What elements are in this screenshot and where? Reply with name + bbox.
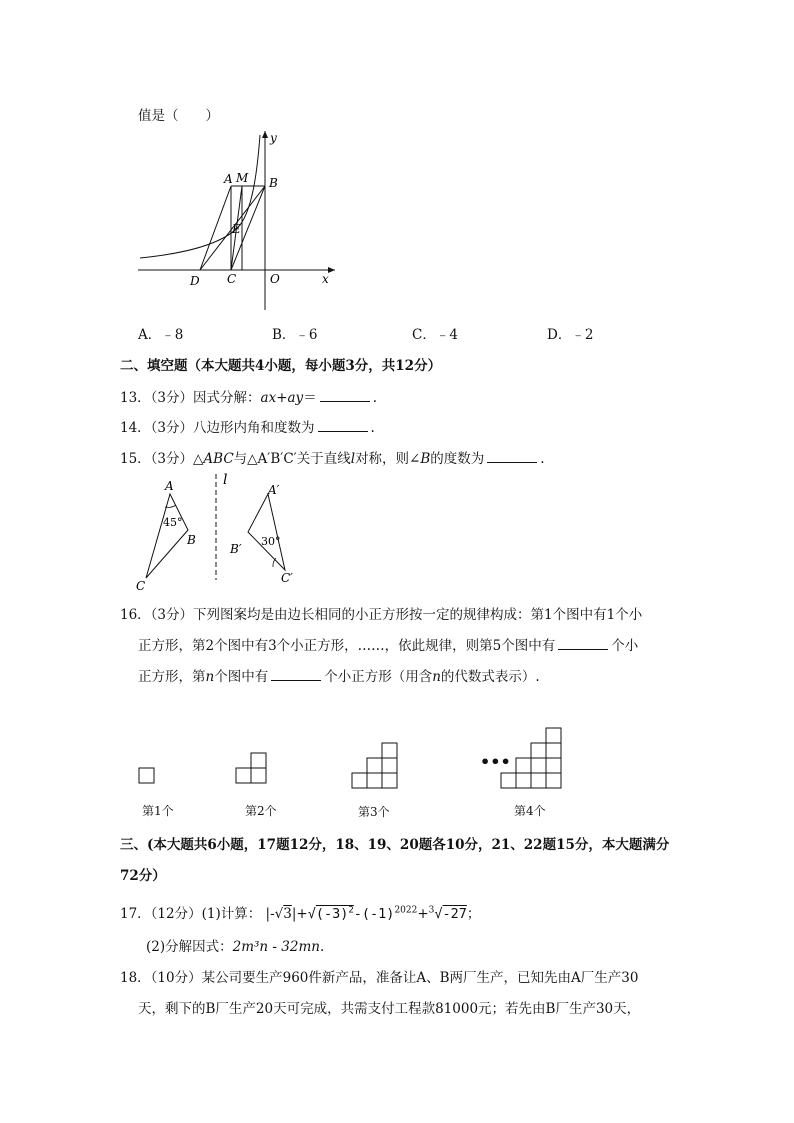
q15-figure — [130, 470, 310, 600]
q16-line3-a: 正方形，第 — [138, 669, 206, 685]
fig15-angle1: 45° — [163, 516, 183, 529]
fig15-B: B — [187, 533, 196, 547]
option-d: D．﹣2 — [547, 327, 594, 343]
q17-line2 — [146, 935, 324, 955]
q16-line3-c: 个小正方形（用含 — [324, 669, 433, 685]
q17-p2end: . — [319, 939, 325, 955]
q17-idx: 3 — [428, 905, 435, 916]
q16-patterns — [130, 720, 650, 800]
fig12-D: D — [190, 274, 200, 288]
q13-suffix: ＝ — [303, 390, 317, 406]
q15-l: l — [350, 451, 356, 467]
q17-sqrt: $√(-3)^2$ — [307, 905, 354, 922]
q16-caption-3: 第3个 — [358, 805, 390, 819]
fig12-B: B — [269, 176, 278, 190]
q16-caption-4: 第4个 — [514, 804, 546, 818]
section3-line2: 72分） — [120, 868, 166, 884]
q14-blank — [318, 419, 368, 432]
fig15-A2: A′ — [268, 483, 280, 497]
q17-pow: 2022 — [394, 905, 418, 916]
option-c: C．﹣4 — [412, 327, 458, 343]
q17-minus: -(-1) — [353, 906, 395, 922]
q15-blank — [487, 450, 537, 463]
q13-prefix: 13．（3分）因式分解： — [120, 390, 261, 406]
fig12-E: E — [232, 222, 241, 236]
q17-abs: |-√3| — [265, 906, 297, 922]
q16-blank2 — [271, 668, 321, 681]
fig12-y: y — [270, 131, 277, 145]
q16-ellipsis: ••• — [480, 752, 511, 771]
fig12-C: C — [227, 272, 237, 286]
fig15-C2: C′ — [281, 571, 293, 585]
q16-n: n — [205, 669, 215, 685]
fig15-B2: B′ — [230, 542, 242, 556]
q17-end: ； — [466, 906, 481, 922]
q16-line3-d: 的代数式表示）. — [440, 669, 540, 685]
section2-title: 二、填空题（本大题共4小题，每小题3分，共12分） — [120, 358, 442, 374]
q16-caption-2: 第2个 — [245, 804, 277, 818]
q17-plus1: + — [296, 906, 308, 922]
fig15-C: C — [136, 579, 146, 593]
q17-sq: 2 — [348, 905, 354, 916]
q16-line3 — [138, 665, 540, 685]
q17-r3: 3 — [283, 906, 292, 922]
option-a: A．﹣8 — [138, 327, 184, 343]
q17-label: 17．（12分）(1)计算： — [120, 906, 262, 922]
q17-inner: (-3) — [315, 906, 349, 922]
q15-text-d: 的度数为 — [430, 451, 485, 467]
q15-text-c: 对称，则∠ — [355, 451, 421, 467]
q16-line1: 16．（3分）下列图案均是由边长相同的小正方形按一定的规律构成：第1个图中有1个小 — [120, 607, 643, 623]
q16-caption-1: 第1个 — [142, 804, 174, 818]
q12-tail: 值是（ ） — [138, 108, 219, 124]
q17-p2: (2)分解因式： — [146, 939, 233, 955]
q17-cube: -27 — [442, 906, 467, 922]
q15-text-a: 15．（3分）△ — [120, 451, 204, 467]
fig12-M: M — [236, 171, 249, 185]
fig12-x: x — [322, 272, 329, 286]
q12-figure — [130, 125, 350, 315]
q16-blank1 — [558, 637, 608, 650]
section3-line1: 三、(本大题共6小题，17题12分，18、19、20题各10分，21、22题15分，本大题满分 — [120, 837, 670, 853]
q16-line2-a: 正方形，第2个图中有3个小正方形，……，依此规律，则第5个图中有 — [138, 638, 556, 654]
fig15-l: l — [223, 472, 228, 488]
q16-line2-b: 个小 — [611, 638, 639, 654]
q15: 15．（3分）△ABC与△A′B′C′关于直线l对称，则∠B的度数为 . — [120, 451, 545, 467]
q16-line3-b: 个图中有 — [214, 669, 269, 685]
fig15-angle2: 30° — [261, 535, 281, 548]
q13: 13．（3分）因式分解：ax+ay＝ . — [120, 390, 377, 406]
fig12-O: O — [270, 272, 280, 286]
q16-line2 — [138, 634, 638, 654]
q14: 14．（3分）八边形内角和度数为 . — [120, 420, 375, 436]
q15-b: B — [420, 451, 431, 467]
option-b: B．﹣6 — [272, 327, 318, 343]
q18-line2: 天，剩下的B厂生产20天可完成，共需支付工程款81000元；若先由B厂生产30天， — [138, 1001, 641, 1017]
q17-plus2: + — [417, 906, 429, 922]
q15-abc: ABC — [203, 451, 234, 467]
q16-n2: n — [432, 669, 441, 685]
q13-expr: ax+ay — [260, 390, 304, 406]
q13-blank — [320, 389, 370, 402]
q17-p2expr: 2m³n - 32mn — [232, 939, 320, 955]
q17-line1: 17．（12分）(1)计算： $|-√3|+√(-3)^2-(-1)^{2022}+^3√-27$； — [120, 905, 481, 922]
fig15-A: A — [165, 479, 174, 493]
q18-line1: 18．（10分）某公司要生产960件新产品，准备让A、B两厂生产，已知先由A厂生产30 — [120, 970, 639, 986]
q14-text: 14．（3分）八边形内角和度数为 — [120, 420, 315, 436]
fig12-A: A — [224, 172, 233, 186]
q15-text-b: 与△A′B′C′关于直线 — [233, 451, 351, 467]
